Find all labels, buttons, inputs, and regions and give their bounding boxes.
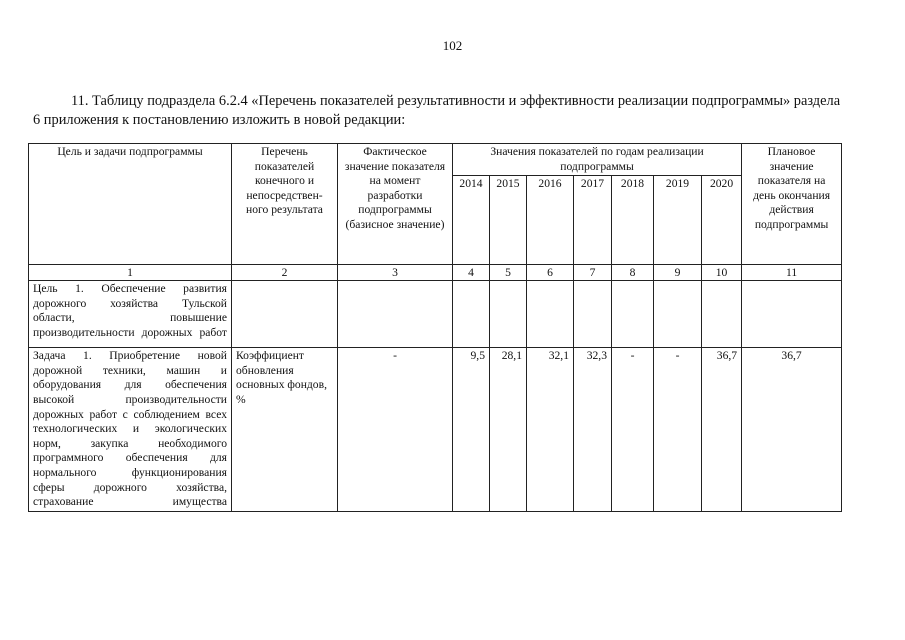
task-value-2017: 32,3	[574, 348, 612, 512]
intro-line-2: 6 приложения к постановлению изложить в новой редакции:	[33, 112, 406, 128]
empty-cell	[453, 281, 490, 348]
empty-cell	[490, 281, 527, 348]
column-numbers-row	[29, 265, 842, 281]
goal-row	[29, 281, 842, 348]
header-year: 2016	[527, 176, 574, 265]
header-planned-value: Плановое значение показателя на день окончания действия подпрограммы	[742, 144, 842, 265]
task-value-2020: 36,7	[702, 348, 742, 512]
empty-cell	[527, 281, 574, 348]
column-number: 1	[29, 265, 232, 281]
header-year: 2015	[490, 176, 527, 265]
header-actual-value: Фактическое значение показателя на момент разработки подпрограммы (базисное значение)	[338, 144, 453, 265]
header-indicators: Перечень показателей конечного и непосредствен-ного результата	[232, 144, 338, 265]
header-year: 2014	[453, 176, 490, 265]
column-number: 5	[490, 265, 527, 281]
header-row-1	[29, 144, 842, 176]
header-year: 2017	[574, 176, 612, 265]
task-indicator: Коэффициент обновления основных фондов, %	[232, 348, 338, 512]
empty-cell	[574, 281, 612, 348]
task-value-2018: -	[612, 348, 654, 512]
column-number: 9	[654, 265, 702, 281]
empty-cell	[232, 281, 338, 348]
column-number: 4	[453, 265, 490, 281]
intro-paragraph	[33, 92, 885, 130]
column-number: 10	[702, 265, 742, 281]
column-number: 7	[574, 265, 612, 281]
empty-cell	[702, 281, 742, 348]
intro-line-1: 11. Таблицу подраздела 6.2.4 «Перечень показателей результативности и эффективности реализации подпрограммы» раздела	[71, 93, 841, 109]
task-text: Задача 1. Приобретение новой дорожной техники, машин и оборудования для обеспечения высокой производительности дорожных работ с соблюдением всех технологических и экологических норм, закупка необходимого программного обеспечения для нормального функционирования сферы дорожного хозяйства, страхование имущества	[29, 348, 232, 512]
task-value-2015: 28,1	[490, 348, 527, 512]
task-planned-value: 36,7	[742, 348, 842, 512]
indicators-table	[28, 143, 842, 512]
column-number: 11	[742, 265, 842, 281]
column-number: 8	[612, 265, 654, 281]
header-years-group: Значения показателей по годам реализации подпрограммы	[453, 144, 742, 176]
task-value-2016: 32,1	[527, 348, 574, 512]
task-actual-value: -	[338, 348, 453, 512]
column-number: 6	[527, 265, 574, 281]
empty-cell	[612, 281, 654, 348]
header-goal: Цель и задачи подпрограммы	[29, 144, 232, 265]
task-row	[29, 348, 842, 512]
header-year: 2018	[612, 176, 654, 265]
column-number: 3	[338, 265, 453, 281]
empty-cell	[654, 281, 702, 348]
task-value-2014: 9,5	[453, 348, 490, 512]
page-number: 102	[442, 38, 463, 53]
goal-text: Цель 1. Обеспечение развития дорожного хозяйства Тульской области, повышение производительности дорожных работ	[29, 281, 232, 348]
header-year: 2019	[654, 176, 702, 265]
column-number: 2	[232, 265, 338, 281]
task-value-2019: -	[654, 348, 702, 512]
header-year: 2020	[702, 176, 742, 265]
empty-cell	[742, 281, 842, 348]
empty-cell	[338, 281, 453, 348]
